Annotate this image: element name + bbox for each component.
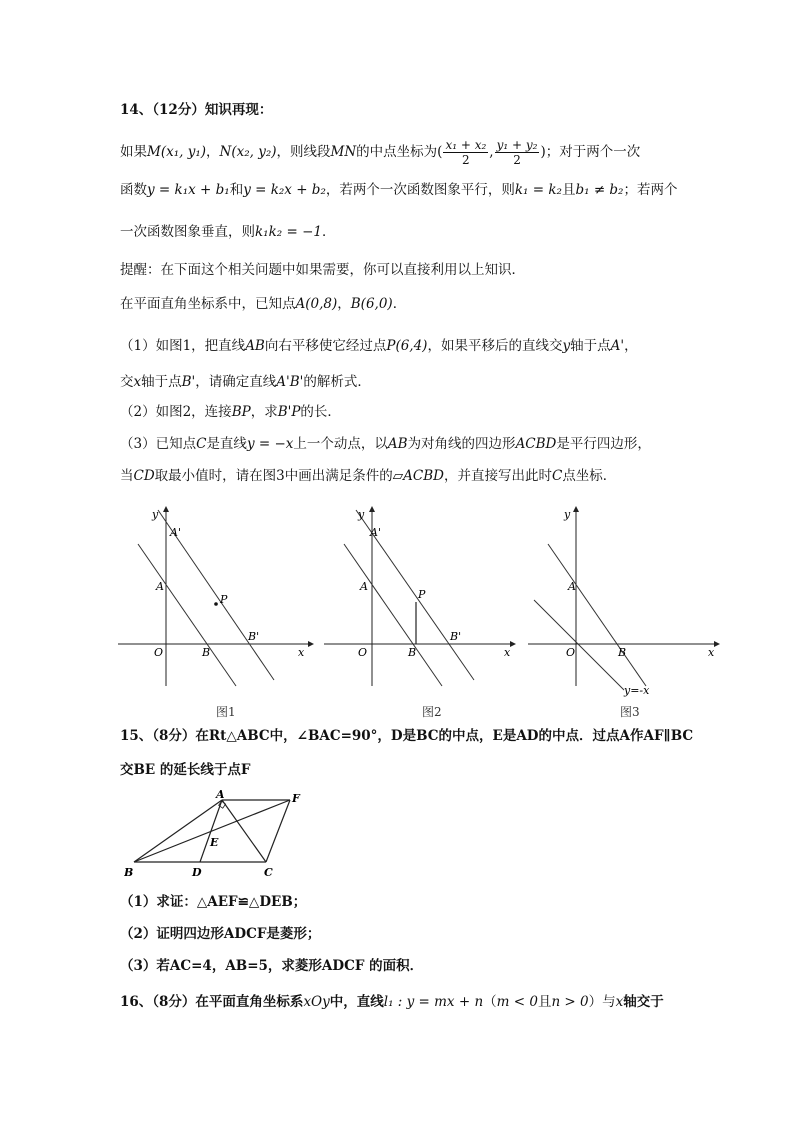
y-axis-arrow-icon [163, 506, 169, 512]
label-A: A [216, 790, 225, 801]
label-B: B [618, 646, 627, 659]
q14-line3: 一次函数图象垂直，则k₁k₂ = −1． [120, 224, 336, 240]
figure-2 [324, 504, 520, 690]
label-y: y [152, 508, 159, 521]
x-axis-arrow-icon [714, 641, 720, 647]
midpoint-fraction-y: $\frac{\text{y₁ + y₂}}{2}$ [496, 138, 538, 167]
q15-sub2: （2）证明四边形ADCF是菱形； [120, 926, 321, 942]
segment-AC [222, 800, 266, 862]
line-AB [344, 544, 442, 686]
label-y: y [564, 508, 571, 521]
label-P: P [418, 588, 426, 601]
q14-part2: （2）如图2，连接BP，求B'P的长． [120, 404, 341, 420]
label-B-prime: B' [248, 630, 260, 643]
label-B: B [202, 646, 211, 659]
q14-header: 14、（12分）知识再现： [120, 102, 273, 118]
y-axis-arrow-icon [369, 506, 375, 512]
label-A-prime: A' [370, 526, 381, 539]
label-A: A [360, 580, 368, 593]
label-B-prime: B' [450, 630, 462, 643]
segment-AB [134, 800, 222, 862]
segment-CF [266, 800, 290, 862]
q15-line2: 交BE 的延长线于点F [120, 762, 251, 778]
figure-3 [528, 504, 724, 700]
q15-sub1: （1）求证：△AEF≌△DEB； [120, 894, 307, 910]
line-y-equals-neg-x [534, 600, 627, 690]
q15-line1: 15、（8分）在Rt△ABC中，∠BAC=90°，D是BC的中点，E是AD的中点．过点A作AF∥BC [120, 728, 694, 744]
q14-part3-line1: （3）已知点C是直线y = −x上一个动点，以AB为对角线的四边形ACBD是平行四边形， [120, 436, 651, 452]
label-A: A [568, 580, 576, 593]
label-B: B [408, 646, 417, 659]
q14-part3-line2: 当CD取最小值时，请在图3中画出满足条件的▱ACBD，并直接写出此时C点坐标． [120, 468, 617, 484]
label-y-equals-neg-x: y=-x [624, 684, 650, 697]
label-P: P [220, 593, 228, 606]
figure-2-caption: 图2 [422, 705, 442, 719]
q15-sub3: （3）若AC=4，AB=5，求菱形ADCF 的面积． [120, 958, 424, 974]
label-D: D [192, 866, 202, 879]
label-A: A [156, 580, 164, 593]
point-P [214, 602, 218, 606]
q14-part1-line2: 交x轴于点B'，请确定直线A'B'的解析式． [120, 374, 371, 390]
y-axis-arrow-icon [573, 506, 579, 512]
x-axis-arrow-icon [308, 641, 314, 647]
q16-line1: 16、（8分）在平面直角坐标系xOy中，直线l₁ : y = mx + n（m < 0且n > 0）与x轴交于 [120, 994, 664, 1010]
q14-line2: 函数y = k₁x + b₁和y = k₂x + b₂，若两个一次函数图象平行，则k₁ = k₂且b₁ ≠ b₂；若两个 [120, 182, 678, 198]
label-B: B [124, 866, 134, 879]
label-x: x [708, 646, 715, 659]
q15-figure [124, 790, 308, 882]
figure-1 [118, 504, 314, 690]
q14-line1: 如果M(x₁, y₁)，N(x₂, y₂)，则线段MN的中点坐标为( $\frac{\text{x₁ + x₂}}{2}$ , $\frac{\text{y₁ + y₂}}{2}$ )；对于两个一次 [120, 138, 641, 167]
label-O: O [154, 646, 164, 659]
q14-hint: 提醒：在下面这个相关问题中如果需要，你可以直接利用以上知识． [120, 262, 525, 278]
label-x: x [298, 646, 305, 659]
midpoint-fraction-x: $\frac{\text{x₁ + x₂}}{2}$ [445, 138, 487, 167]
segment-BF [134, 800, 290, 862]
label-O: O [566, 646, 576, 659]
figure-3-caption: 图3 [620, 705, 640, 719]
x-axis-arrow-icon [510, 641, 516, 647]
label-O: O [358, 646, 368, 659]
label-C: C [264, 866, 273, 879]
q14-given: 在平面直角坐标系中，已知点A(0,8)，B(6,0)． [120, 296, 407, 312]
line-AB [548, 544, 646, 686]
line-AB [138, 544, 236, 686]
q14-part1-line1: （1）如图1，把直线AB向右平移使它经过点P(6,4)，如果平移后的直线交y轴于点A'， [120, 338, 638, 354]
figure-1-caption: 图1 [216, 705, 236, 719]
label-y: y [358, 508, 365, 521]
label-E: E [210, 836, 219, 849]
label-x: x [504, 646, 511, 659]
label-A-prime: A' [170, 526, 181, 539]
label-F: F [292, 792, 300, 805]
